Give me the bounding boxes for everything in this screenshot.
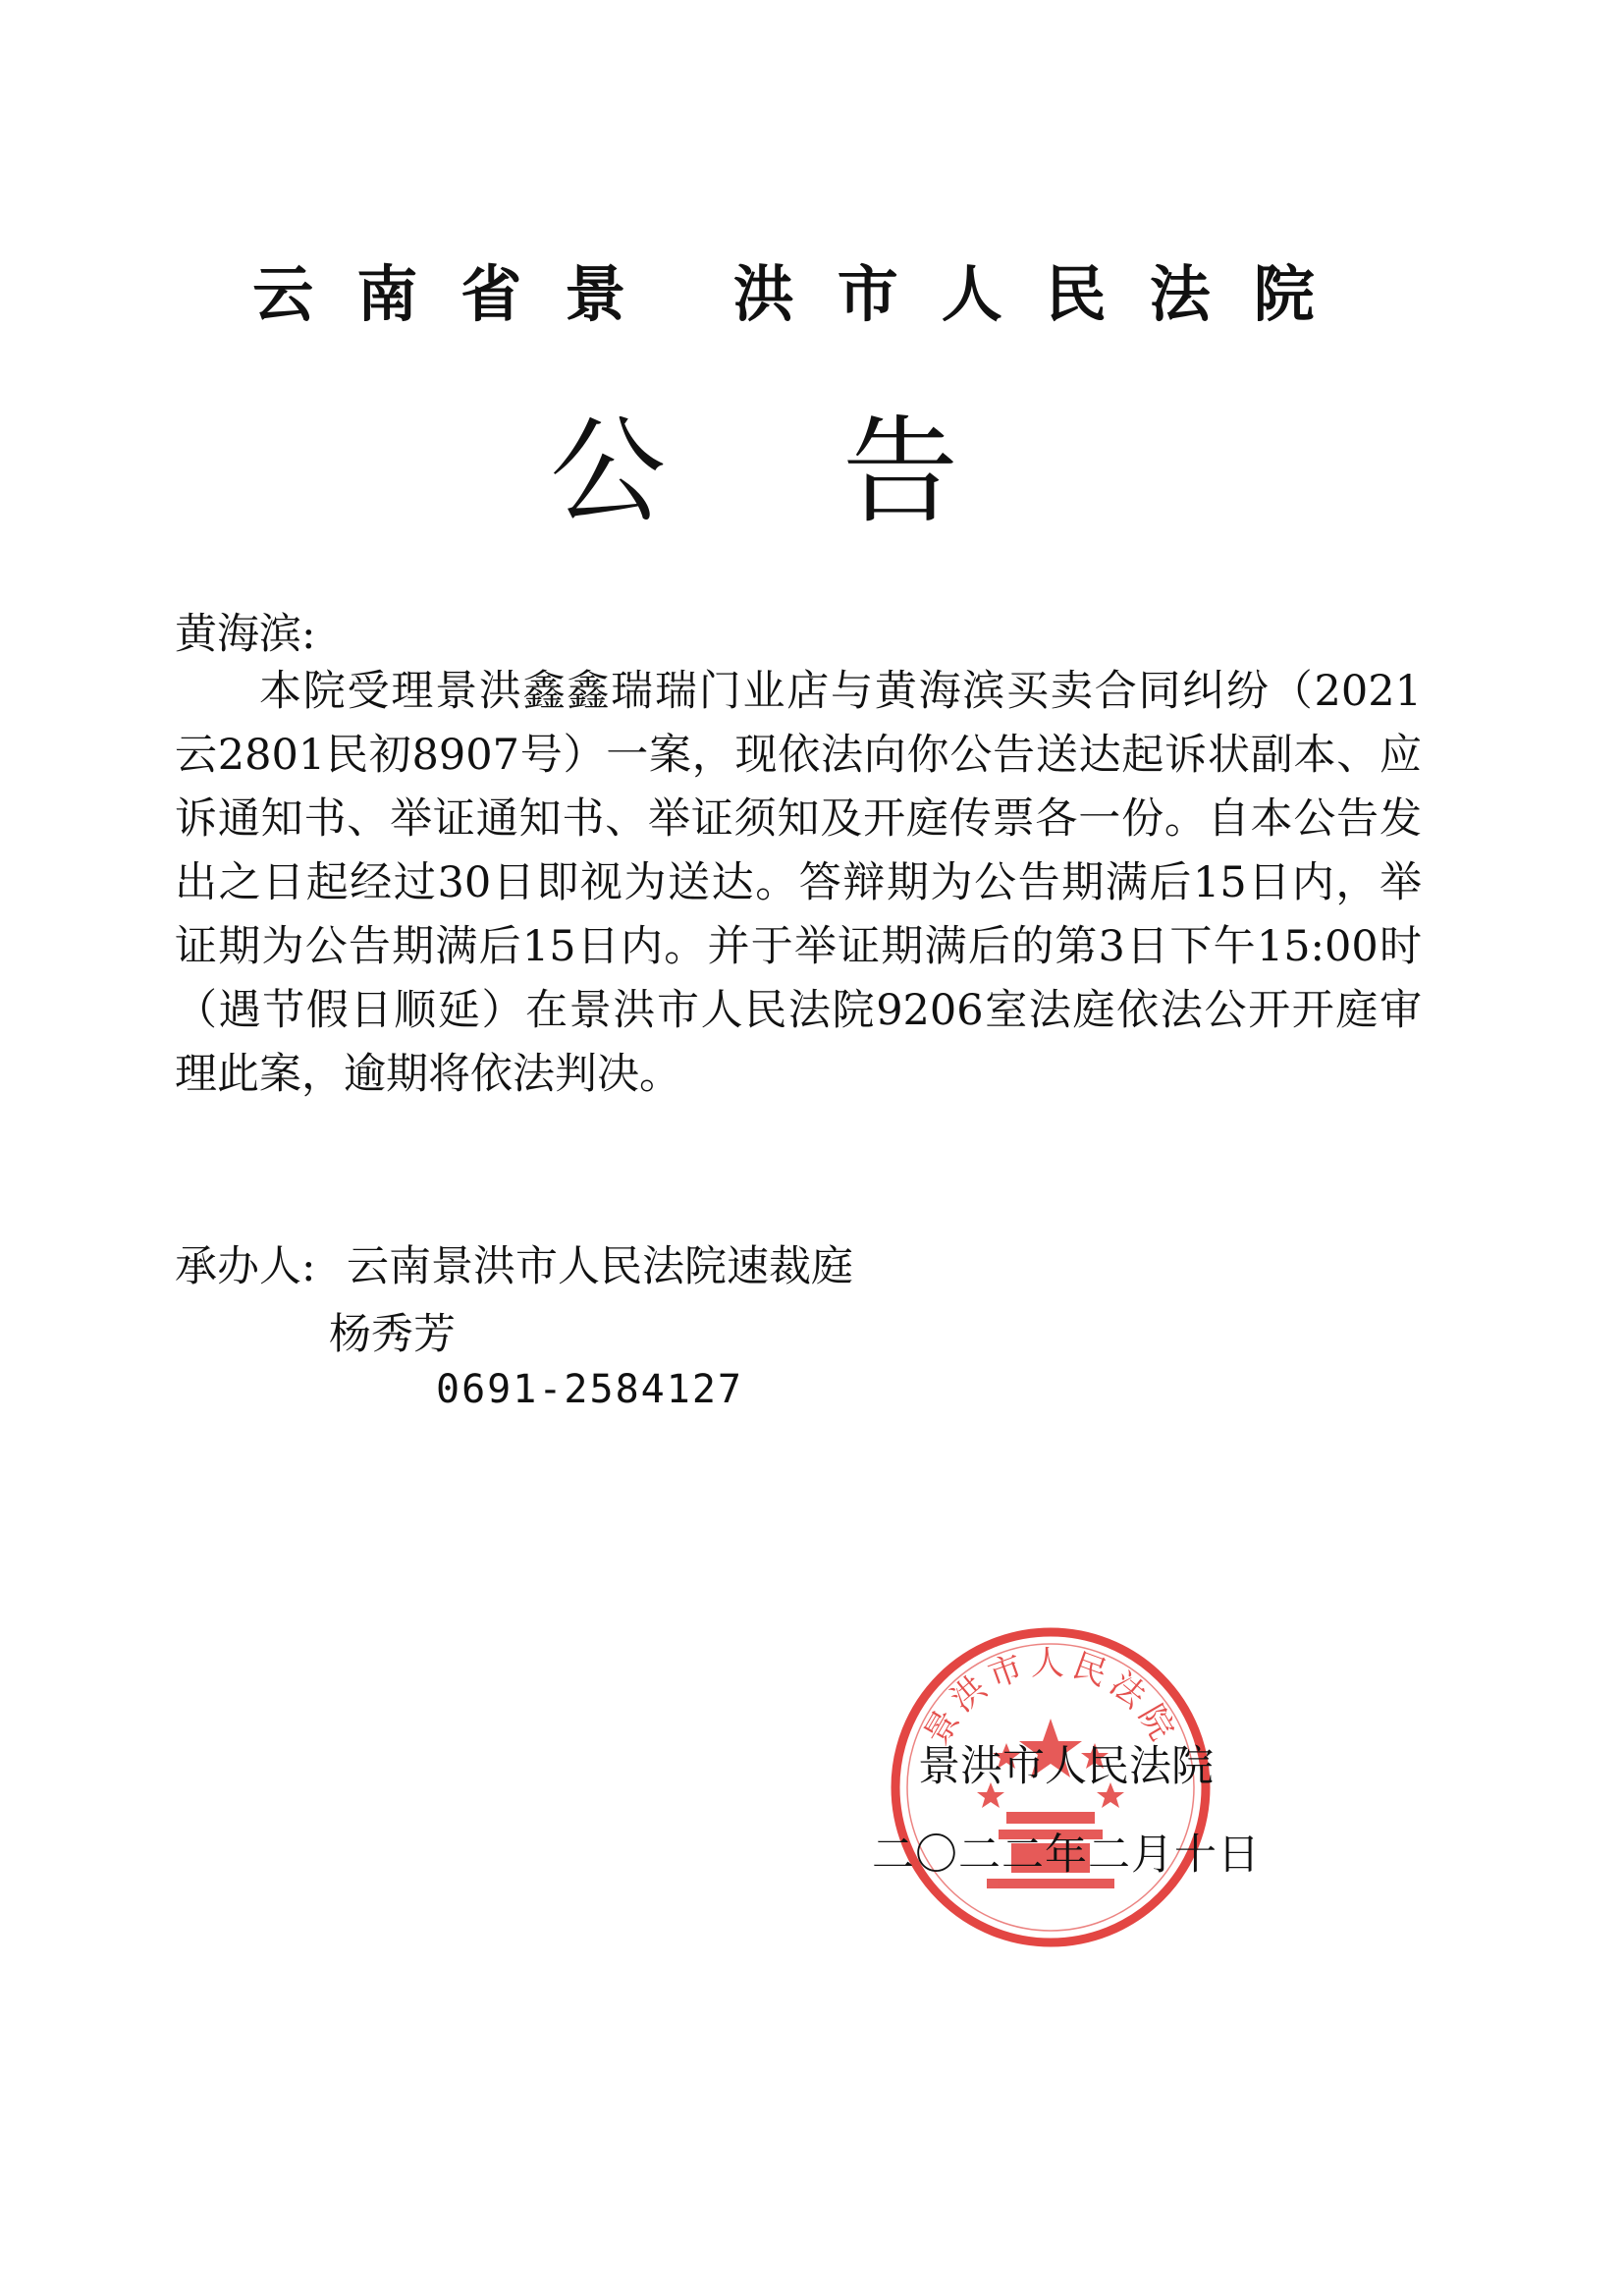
notice-body	[175, 660, 1422, 1107]
handler-block	[175, 1235, 853, 1299]
notice-title: 公告	[550, 404, 1136, 539]
notice-body-paragraph: 本院受理景洪鑫鑫瑞瑞门业店与黄海滨买卖合同纠纷（2021云2801民初8907号）一案，现依法向你公告送达起诉状副本、应诉通知书、举证通知书、举证须知及开庭传票各一份。自本公告发出之日起经过30日即视为送达。答辩期为公告期满后15日内，举证期为公告期满后15日内。并于举证期满后的第3日下午15:00时（遇节假日顺延）在景洪市人民法院9206室法庭依法公开开庭审理此案，逾期将依法判决。	[175, 667, 1422, 1099]
signature-court: 景洪市人民法院	[918, 1742, 1214, 1791]
seal-text: 景洪市人民法院	[916, 1643, 1185, 1753]
signature-date: 二〇二二年二月十日	[872, 1831, 1261, 1880]
handler-label: 承办人:	[175, 1242, 316, 1291]
handler-person: 杨秀芳	[329, 1310, 456, 1359]
handler-phone: 0691-2584127	[436, 1367, 743, 1412]
court-name-heading: 云南省景 洪市人民法院	[252, 258, 1358, 330]
addressee: 黄海滨:	[175, 610, 316, 659]
handler-unit: 云南景洪市人民法院速裁庭	[347, 1242, 853, 1291]
